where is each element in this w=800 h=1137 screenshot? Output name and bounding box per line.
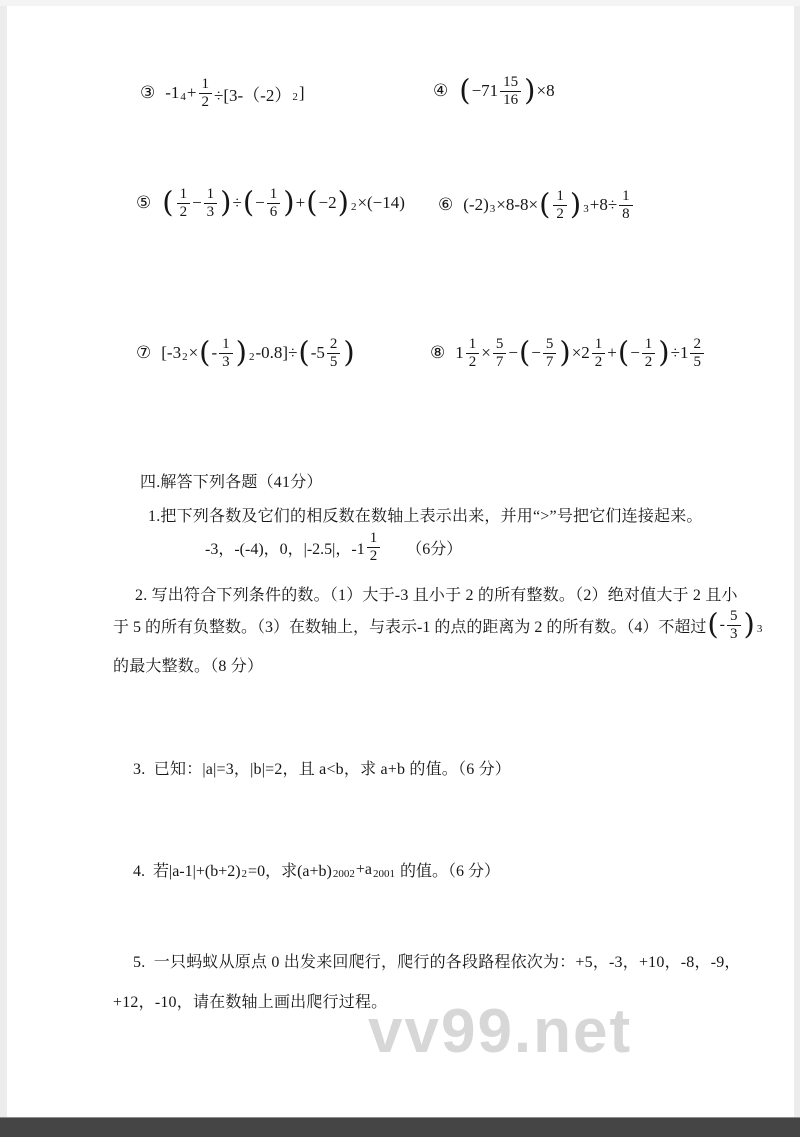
problem-3-number: ③ xyxy=(140,83,156,103)
scan-bottom-bar xyxy=(0,1117,800,1137)
problem-8 xyxy=(430,336,706,371)
problem-8-number: ⑧ xyxy=(430,343,446,363)
problem-7-expression: [-3 2 × ( - $\frac{1}{3}$ ) 2 -0.8]÷ ( -5 $\frac{2}{5}$ ) xyxy=(161,334,355,370)
item2-line1: 2. 写出符合下列条件的数。（1）大于-3 且小于 2 的所有整数。（2）绝对值大于 2 且小 xyxy=(135,587,738,604)
problem-6 xyxy=(438,188,635,223)
watermark: vv99.net xyxy=(368,997,633,1066)
problem-3 xyxy=(140,76,305,111)
scan-edge-top xyxy=(0,0,800,6)
problem-5-number: ⑤ xyxy=(136,193,152,213)
problem-7 xyxy=(136,336,356,371)
item5-line2: +12，-10，请在数轴上画出爬行过程。 xyxy=(113,994,388,1011)
item5-line1: 5. 一只蚂蚁从原点 0 出发来回爬行，爬行的各段路程依次为：+5，-3，+10，-8，-9， xyxy=(133,954,741,971)
section-heading: 四.解答下列各题（41分） xyxy=(140,474,323,491)
problem-8-expression: 1 $\frac{1}{2}$ × $\frac{5}{7}$ − ( − $\frac{5}{7}$ ) ×2 $\frac{1}{2}$ + ( − $\frac{1}{2}$ ) ÷1 $\frac{2}{5}$ xyxy=(455,336,706,371)
problem-4-number: ④ xyxy=(433,81,449,101)
item3-text: 3. 已知：|a|=3，|b|=2，且 a<b，求 a+b 的值。（6 分） xyxy=(133,761,512,778)
scan-edge-right xyxy=(794,0,800,1117)
problem-3-expression: -1 4 + $\frac{1}{2}$ ÷[3-（-2） 2 ] xyxy=(165,76,305,110)
item2-line3: 的最大整数。（8 分） xyxy=(113,658,264,675)
problem-6-number: ⑥ xyxy=(438,195,454,215)
problem-5 xyxy=(136,186,405,221)
scan-edge-left xyxy=(0,0,7,1117)
problem-6-expression: (-2) 3 ×8-8× ( $\frac{1}{2}$ ) 3 +8÷ $\frac{1}{8}$ xyxy=(463,188,634,223)
item2-line2: 于 5 的所有负整数。（3）在数轴上，与表示-1 的点的距离为 2 的所有数。（4）不超过 ( - $\frac{5}{3}$ ) 3 xyxy=(113,606,763,642)
item4-text: 4. 若|a-1|+(b+2) 2 =0，求(a+b) 2002 +a 2001 的值。（6 分） xyxy=(133,860,500,880)
item1-numbers: -3，-(-4)，0，|-2.5|，-1 $\frac{1}{2}$ （6分） xyxy=(205,530,463,564)
item1-text: 1.把下列各数及它们的相反数在数轴上表示出来，并用“>”号把它们连接起来。 xyxy=(148,508,703,525)
problem-4 xyxy=(433,74,555,109)
problem-5-expression: ( $\frac{1}{2}$ − $\frac{1}{3}$ ) ÷ ( − $\frac{1}{6}$ ) + ( −2 ) 2 ×(−14) xyxy=(162,184,405,220)
problem-4-expression: ( −71 $\frac{15}{16}$ ) ×8 xyxy=(459,72,555,108)
problem-7-number: ⑦ xyxy=(136,343,152,363)
